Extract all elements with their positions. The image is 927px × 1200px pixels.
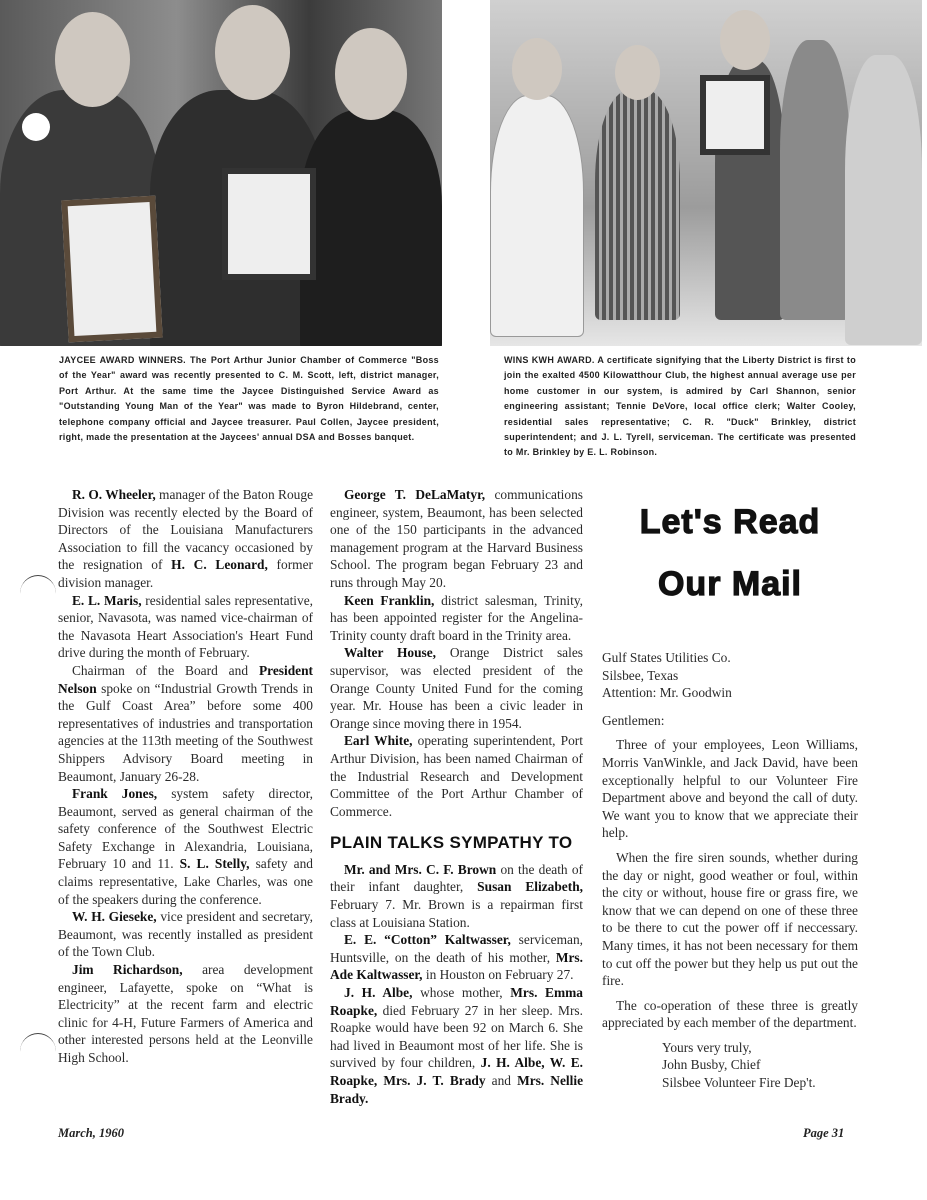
bold-name: Mrs. Nellie Brady. (330, 1073, 584, 1106)
bold-name: President Nelson (58, 662, 313, 696)
text-run: and (485, 1073, 518, 1088)
plaque (222, 168, 316, 280)
sympathy-item (330, 984, 583, 1107)
photo-figure (845, 55, 922, 345)
bold-name: Keen Franklin, (344, 592, 435, 608)
text-run: vice president and secretary, Beaumont, was recently installed as president of the Town Club. (58, 909, 313, 960)
photo-kwh-award (490, 0, 922, 346)
text-run: safety and claims representative, Lake Charles, was one of the speakers during the conference. (58, 856, 313, 907)
bold-name: E. E. “Cotton” Kaltwasser, (344, 932, 511, 948)
text-run: former division manager. (58, 557, 313, 590)
photo-caption-right: WINS KWH AWARD. A certificate signifying that the Liberty District is first to join the exalted 4500 Kilowatthour Club, the highest annual average use per home customer in our system, is admired by Carl Shannon, senior engineering assistant; Tennie DeVore, local office clerk; Walter Cooley, residential sales representative; C. R. "Duck" Brinkley, district superintendent; and J. L. Tyrell, serviceman. The certificate was presented to Mr. Brinkley by E. L. Robinson. (504, 355, 856, 458)
bold-name: W. H. Gieseke, (72, 909, 157, 925)
letter-salutation: Gentlemen: (602, 712, 665, 728)
mail-section-title: Let's Read (639, 503, 821, 541)
bold-name: S. L. Stelly, (179, 856, 250, 872)
photo-caption-left: JAYCEE AWARD WINNERS. The Port Arthur Junior Chamber of Commerce "Boss of the Year" award was recently presented to C. M. Scott, left, district manager, Port Arthur. At the same time the Jaycee Distinguished Service Award as "Outstanding Young Man of the Year" was made to Byron Hildebrand, center, telephone company official and Jaycee treasurer. Paul Collen, Jaycee president, right, made the presentation at the Jaycees' annual DSA and Bosses banquet. (59, 355, 439, 443)
photo-figure-head (720, 10, 770, 70)
bold-name: R. O. Wheeler, (72, 487, 156, 502)
news-item (330, 486, 583, 592)
bold-name: Mrs. Emma Roapke, (330, 985, 583, 1018)
sympathy-heading: PLAIN TALKS SYMPATHY TO (330, 833, 573, 853)
text-run: system safety director, Beaumont, served as general chairman of the safety conference of the Southwest Electric Safety Exchange in Alexandria, Louisiana, February 10 and 11. (58, 786, 313, 872)
bold-name: J. H. Albe, (344, 985, 413, 1001)
news-column-1 (58, 486, 313, 1067)
letter-address-line: Attention: Mr. Goodwin (602, 685, 732, 701)
text-run: operating superintendent, Port Arthur Division, has been named Chairman of the Industrial Research and Development Committee of the Port Arthur Chamber of Commerce. (330, 733, 583, 819)
text-run: whose mother, (412, 985, 511, 1001)
letter-paragraph: When the fire siren sounds, whether during the day or night, good weather or foul, within the city or without, house fire or grass fire, we know that we can depend on one of these three to be there to cut the power off if neccessary. Many times, it has not been necessary for them to cut off the power but they help us put out the fire. (602, 849, 858, 989)
text-run: Orange District sales supervisor, was elected president of the Orange County United Fund for the coming year. Mr. House has been a civic leader in Orange since moving there in 1954. (330, 645, 583, 731)
bold-name: H. C. Leonard, (171, 557, 268, 573)
bold-name: Earl White, (344, 733, 413, 749)
mail-section-title: Our Mail (657, 565, 803, 603)
letter-signer: John Busby, Chief (662, 1057, 761, 1073)
photo-figure-head (512, 38, 562, 100)
punch-hole-mark (20, 575, 56, 612)
text-run: manager of the Baton Rouge Division was recently elected by the Board of Directors of the Louisiana Manufacturers Association to fill the vacancy occasioned by the resignation of (58, 487, 314, 573)
punch-hole-mark (20, 1033, 56, 1070)
bold-name: J. H. Albe, W. E. Roapke, Mrs. J. T. Brady (330, 1055, 583, 1088)
photo-figure (595, 90, 680, 320)
news-item (58, 592, 313, 662)
bold-name: Frank Jones, (72, 786, 158, 802)
news-item (58, 908, 313, 961)
photo-figure-head (55, 12, 130, 107)
letter-address-line: Gulf States Utilities Co. (602, 650, 731, 665)
news-item (58, 785, 313, 908)
news-item (330, 592, 583, 645)
bold-name: Mrs. Ade Kaltwasser, (330, 949, 583, 983)
bold-name: Jim Richardson, (72, 962, 183, 978)
photo-figure-head (615, 45, 660, 100)
text-run: area development engineer, Lafayette, spoke on “What is Electricity” at the recent farm and electric clinic for 4-H, Future Farmers of America and other interested persons held at the Leonville High School. (58, 962, 313, 1065)
news-item (58, 486, 313, 592)
photo-figure (300, 110, 442, 346)
bold-name: Walter House, (344, 645, 437, 661)
letter-paragraph: The co-operation of these three is greatly appreciated by each member of the department. (602, 997, 858, 1031)
photo-jaycee-award-winners (0, 0, 442, 346)
issue-date: March, 1960 (58, 1126, 124, 1140)
plaque (61, 196, 162, 343)
text-run: on the death of their infant daughter, (330, 861, 583, 895)
news-item (58, 662, 313, 785)
bold-name: Susan Elizabeth, (477, 879, 583, 895)
letter-address-line: Silsbee, Texas (602, 667, 679, 683)
text-run: residential sales representative, senior, Navasota, was named vice-chairman of the Navasota Heart Association's Heart Fund drive during the month of February. (58, 592, 313, 661)
text-run: in Houston on February 27. (422, 967, 574, 983)
text-run: died February 27 in her sleep. Mrs. Roapke would have been 92 on March 6. She had lived in Beaumont most of her life. She is survived by four children, (330, 1002, 583, 1071)
photo-figure-head (215, 5, 290, 100)
letter-closing: Yours very truly, (662, 1039, 752, 1055)
sympathy-item (330, 931, 583, 984)
text-run: February 7. Mr. Brown is a repairman first class at Louisiana Station. (330, 897, 583, 930)
certificate (700, 75, 770, 155)
photo-figure-head (335, 28, 407, 120)
text-run: communications engineer, system, Beaumont, has been selected one of the 150 participants in the advanced management program at the Harvard Business School. The program began February 23 and runs through May 20. (330, 487, 584, 590)
text-run: district salesman, Trinity, has been appointed register for the Angelina-Trinity county draft board in the Trinity area. (330, 592, 584, 643)
text-run: Chairman of the Board and (72, 662, 259, 678)
page-number: Page 31 (803, 1126, 845, 1140)
text-run: spoke on “Industrial Growth Trends in the Gulf Coast Area” before some 400 representatives of industries and transportation agencies at the 113th meeting of the Southwest Shippers Advisory Board meeting in Beaumont, January 26-28. (58, 680, 313, 784)
bold-name: Mr. and Mrs. C. F. Brown (344, 861, 497, 877)
news-item (58, 961, 313, 1067)
letter (602, 649, 858, 1092)
text-run: serviceman, Huntsville, on the death of his mother, (330, 932, 583, 965)
letter-signer-org: Silsbee Volunteer Fire Dep't. (662, 1075, 816, 1091)
photo-figure (490, 95, 584, 337)
news-item (330, 732, 583, 820)
news-item (330, 644, 583, 732)
photo-figure (780, 40, 850, 320)
punch-hole (22, 113, 50, 141)
bold-name: George T. DeLaMatyr, (344, 487, 486, 502)
letter-paragraph: Three of your employees, Leon Williams, Morris VanWinkle, and Jack David, have been exceptionally helpful to our Volunteer Fire Department above and beyond the call of duty. We want you to know that we appreciate their help. (602, 737, 858, 841)
news-column-2 (330, 486, 583, 1107)
sympathy-item (330, 861, 583, 931)
bold-name: E. L. Maris, (72, 592, 142, 608)
